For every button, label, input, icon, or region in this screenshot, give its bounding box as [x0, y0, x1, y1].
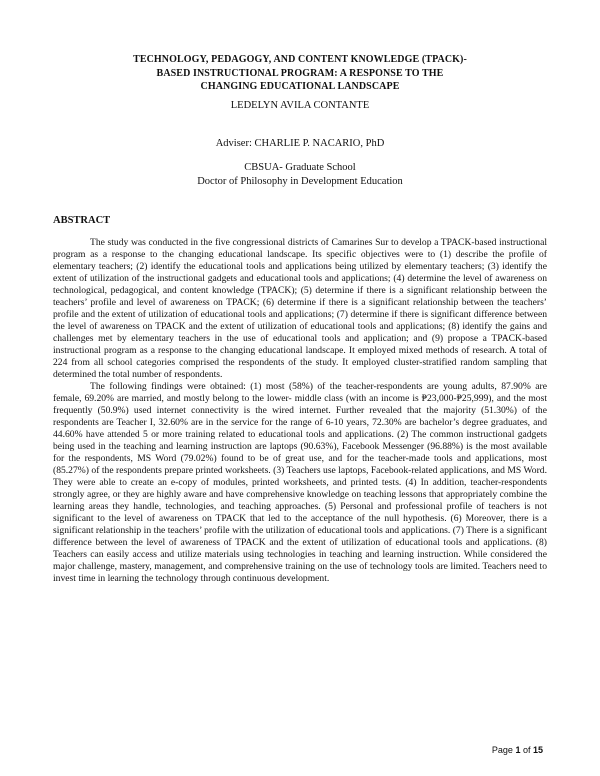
abstract-paragraph: The study was conducted in the five congressional districts of Camarines Sur to develop a TPACK-based instructional program as a response to the changing educational landscape. Its specific objectives were to (1) describe the profile of elementary teachers; (2) identify the educational tools and applications being utilized by elementary teachers; (3) identify the extent of utilization of the instructional gadgets and educational tools and applications; (4) determine the level of awareness on technological, pedagogical, and content knowledge (TPACK); (5) determine if there is a significant relationship between the teachers’ profile and level of awareness on TPACK; (6) determine if there is a significant relationship between the teachers’ profile and the extent of utilization of educational tools and applications; (7) determine if there is significant difference between the level of awareness on TPACK and the extent of utilization of educational tools and applications; (8) identify the gains and challenges met by elementary teachers in the use of educational tools and application; and (9) propose a TPACK-based instructional program as a response to the changing educational landscape. It employed mixed methods of research. A total of 224 from all school categories comprised the respondents of the study. It employed cluster-stratified random sampling that determined the total number of respondents.: [53, 237, 547, 380]
abstract-paragraph: The following findings were obtained: (1) most (58%) of the teacher-respondents are young adults, 87.90% are female, 69.20% are married, and mostly belong to the lower- middle class (with an income is ₱23,000-₱25,999), and the most frequently (50.9%) used internet connectivity is the wired internet. Further revealed that the majority (51.30%) of the respondents are Teacher I, 32.60% are in the service for the range of 6-10 years, 72.30% are bachelor’s degree graduates, and 44.60% have attended 5 or more training related to educational tools and applications. (2) The common instructional gadgets being used in the teaching and learning instruction are laptops (90.63%), Facebook Messenger (96.88%) is the most available for the respondents, MS Word (79.02%) found to be of great use, and for the teacher-made tools and applications, most (85.27%) of the respondents prepare printed worksheets. (3) Teachers use laptops, Facebook-related applications, and MS Word. They were able to create an e-copy of modules, printed worksheets, and printed tests. (4) In addition, teacher-respondents strongly agree, or they are highly aware and have comprehensive knowledge on teaching lessons that appropriately combine the learning areas they handle, technologies, and teaching approaches. (5) Personal and professional profile of teachers is not significant to the level of awareness on TPACK that led to the acceptance of the null hypothesis. (6) Moreover, there is a significant relationship in the teachers’ profile with the utilization of educational tools and applications. (7) There is a significant difference between the level of awareness of TPACK and the extent of utilization of educational tools and applications. (8) Teachers can easily access and utilize materials using technologies in teaching and learning instruction. While considered the major challenge, mastery, management, and comprehensive training on the use of technology tools are limited. Teachers need to invest time in learning the technology through continuous development.: [53, 381, 547, 584]
page-current: 1: [515, 745, 521, 755]
title-line: BASED INSTRUCTIONAL PROGRAM: A RESPONSE TO THE: [156, 67, 444, 79]
page-sep: of: [520, 745, 533, 755]
title-line: TECHNOLOGY, PEDAGOGY, AND CONTENT KNOWLEDGE (TPACK)-: [133, 54, 467, 65]
page-total: 15: [532, 745, 543, 755]
adviser-line: Adviser: CHARLIE P. NACARIO, PhD: [215, 138, 385, 149]
paper-title: [60, 53, 540, 94]
author-name: LEDELYN AVILA CONTANTE: [230, 100, 370, 111]
abstract-heading: ABSTRACT: [53, 215, 111, 226]
page-number: [492, 745, 543, 755]
page-prefix: Page: [491, 745, 516, 755]
school-line: CBSUA- Graduate School: [244, 162, 356, 173]
degree-line: Doctor of Philosophy in Development Education: [197, 176, 403, 187]
title-line: CHANGING EDUCATIONAL LANDSCAPE: [200, 81, 400, 92]
abstract-body: [53, 237, 547, 585]
